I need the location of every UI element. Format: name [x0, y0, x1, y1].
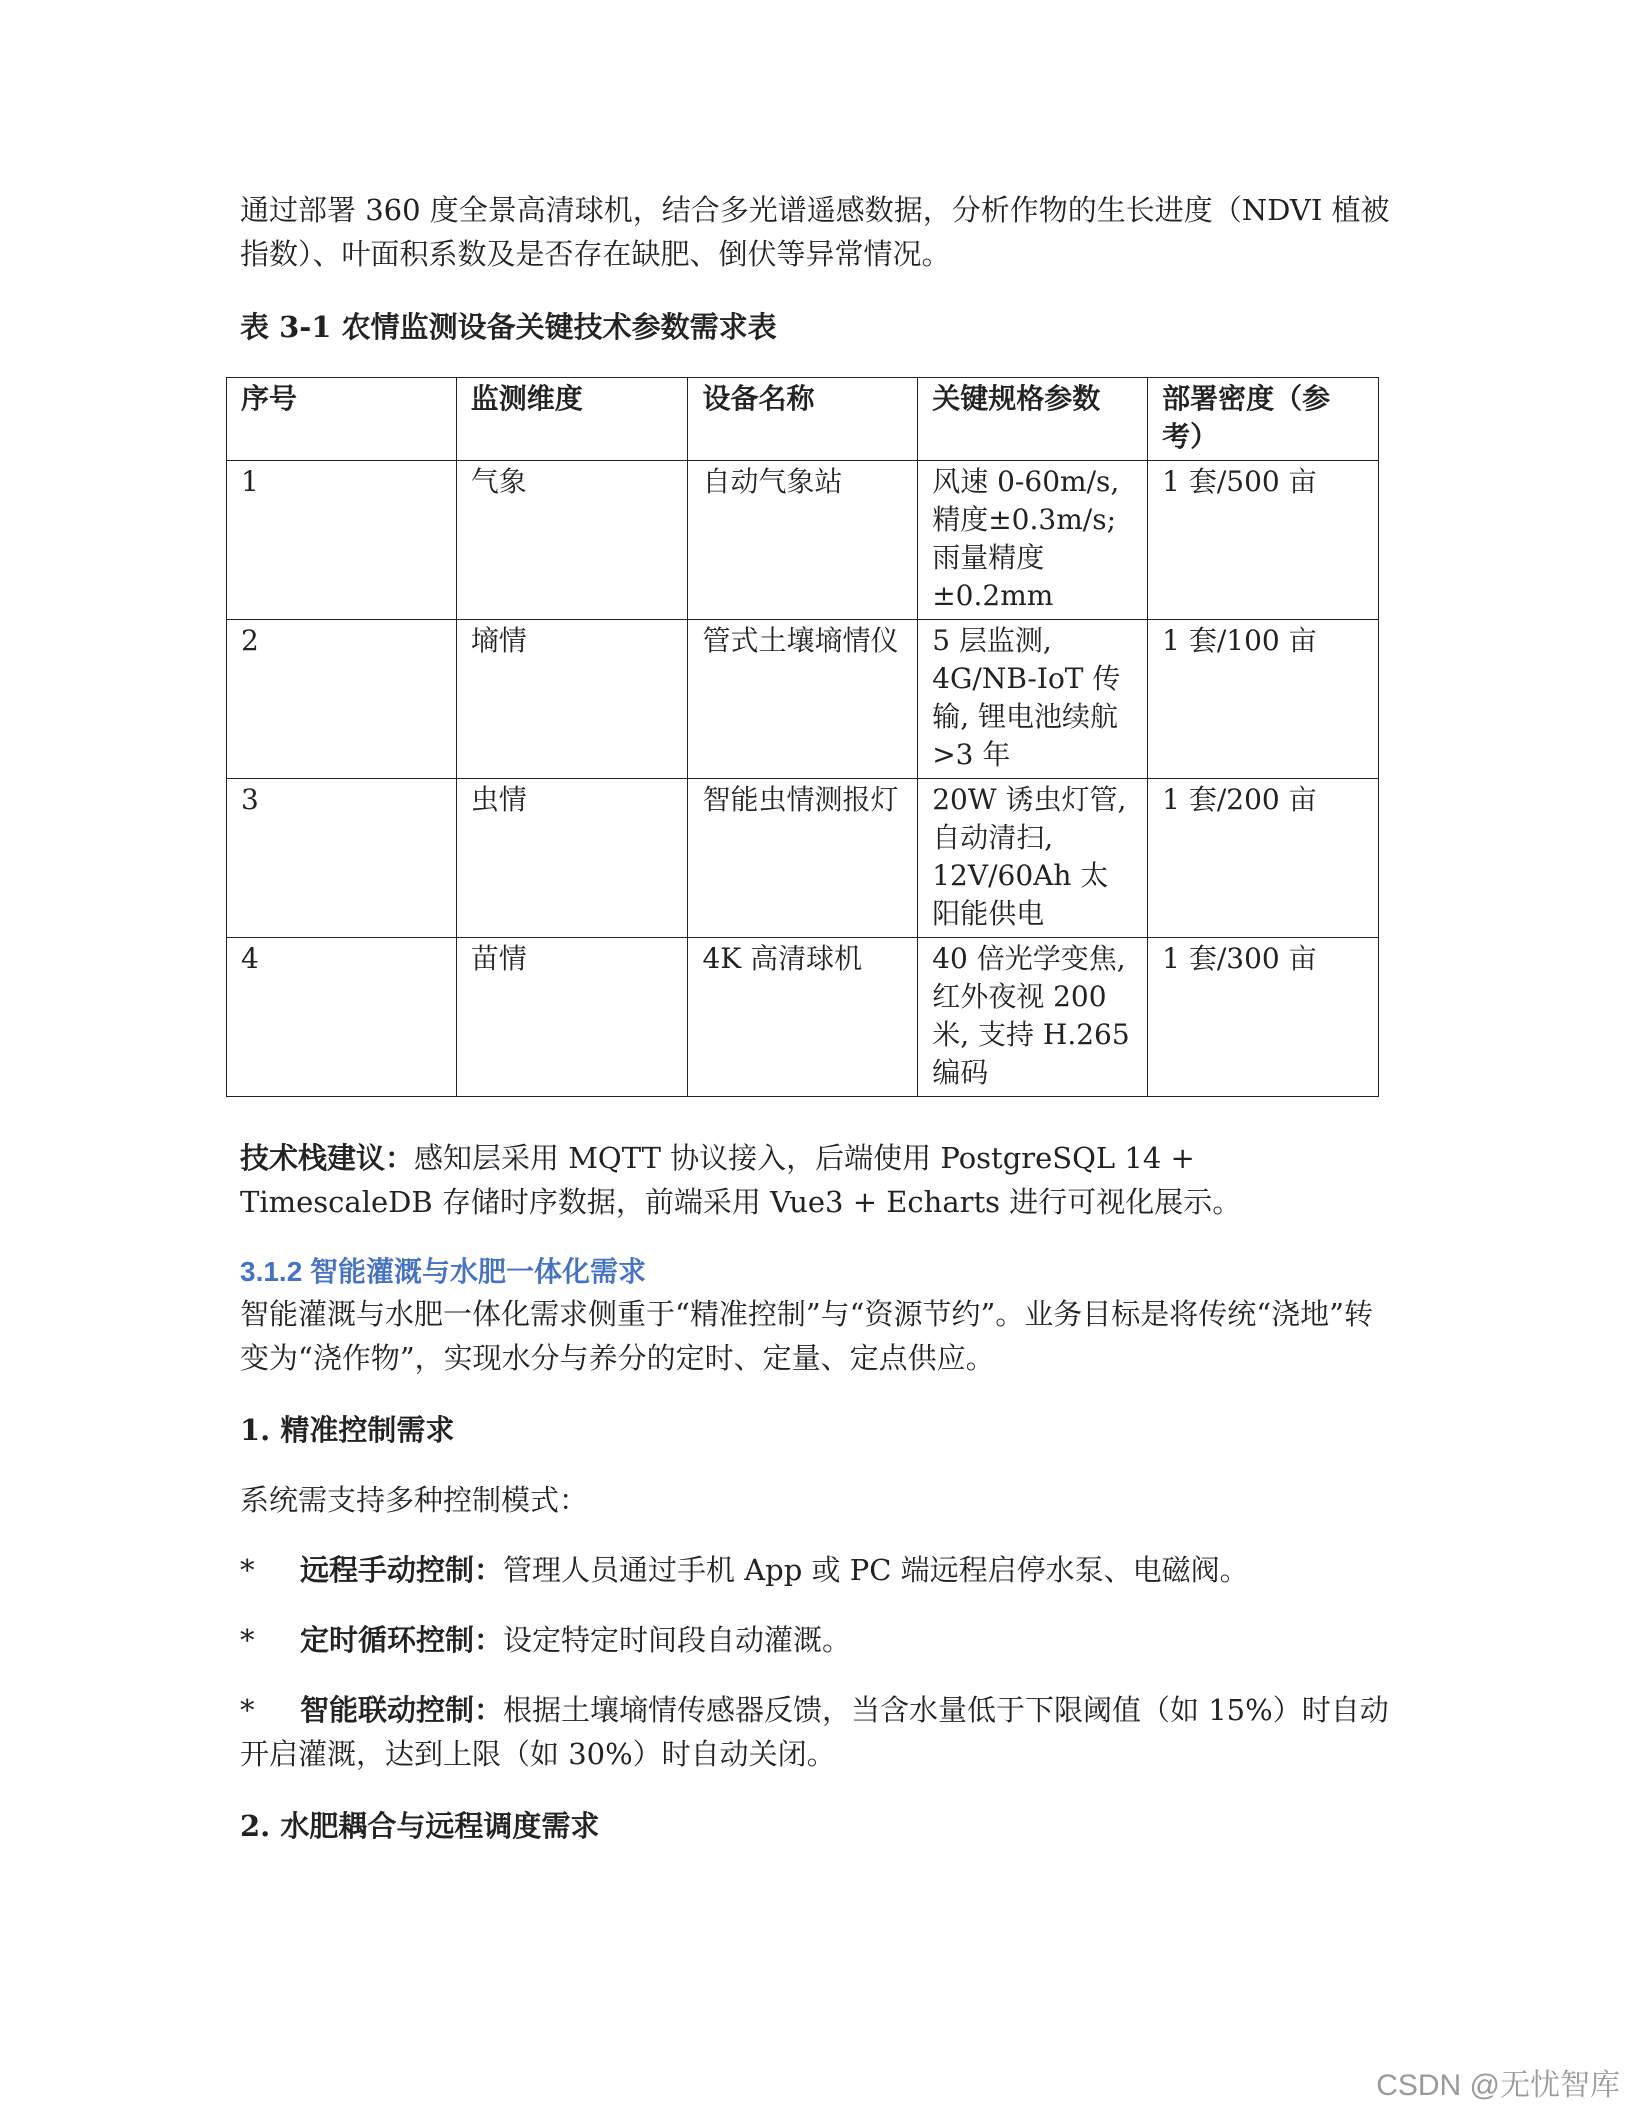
cell-spec: 20W 诱虫灯管, 自动清扫, 12V/60Ah 太阳能供电 — [918, 779, 1148, 938]
cell-density: 1 套/500 亩 — [1148, 461, 1379, 620]
bullet-mark: * — [240, 1623, 255, 1657]
spec-table — [226, 377, 1379, 1097]
bullet-label: 智能联动控制： — [300, 1693, 504, 1727]
table-row — [227, 461, 1379, 620]
cell-no: 3 — [227, 779, 457, 938]
bullet-text: 根据土壤墒情传感器反馈，当含水量低于下限阈值（如 15%）时自动开启灌溉，达到上限（如 30%）时自动关闭。 — [240, 1693, 1389, 1771]
cell-device: 智能虫情测报灯 — [688, 779, 918, 938]
cell-density: 1 套/200 亩 — [1148, 779, 1379, 938]
header-cell: 设备名称 — [688, 378, 918, 461]
table-row — [227, 779, 1379, 938]
bullet-item — [240, 1548, 1390, 1592]
table-row — [227, 620, 1379, 779]
cell-dimension: 气象 — [456, 461, 688, 620]
header-cell: 监测维度 — [456, 378, 688, 461]
bullet-text: 管理人员通过手机 App 或 PC 端远程启停水泵、电磁阀。 — [503, 1553, 1249, 1587]
cell-spec: 40 倍光学变焦, 红外夜视 200 米, 支持 H.265 编码 — [918, 938, 1148, 1097]
tech-stack-label: 技术栈建议： — [240, 1141, 415, 1175]
table-row — [227, 938, 1379, 1097]
subheading-fertigation: 2. 水肥耦合与远程调度需求 — [240, 1809, 600, 1843]
bullet-item — [240, 1688, 1390, 1776]
header-cell: 部署密度（参考） — [1148, 378, 1379, 461]
subheading-precise-control: 1. 精准控制需求 — [240, 1413, 455, 1447]
cell-spec: 5 层监测, 4G/NB-IoT 传输, 锂电池续航>3 年 — [918, 620, 1148, 779]
cell-dimension: 虫情 — [456, 779, 688, 938]
cell-dimension: 苗情 — [456, 938, 688, 1097]
table-header-row — [227, 378, 1379, 461]
bullet-mark: * — [240, 1553, 255, 1587]
header-cell: 关键规格参数 — [918, 378, 1148, 461]
section-heading: 3.1.2 智能灌溉与水肥一体化需求 — [240, 1256, 647, 1287]
table-caption: 表 3-1 农情监测设备关键技术参数需求表 — [240, 310, 777, 344]
header-cell: 序号 — [227, 378, 457, 461]
cell-dimension: 墒情 — [456, 620, 688, 779]
cell-device: 管式土壤墒情仪 — [688, 620, 918, 779]
intro-paragraph: 通过部署 360 度全景高清球机，结合多光谱遥感数据，分析作物的生长进度（NDVI 植被指数）、叶面积系数及是否存在缺肥、倒伏等异常情况。 — [240, 193, 1390, 271]
cell-device: 自动气象站 — [688, 461, 918, 620]
tech-stack-paragraph — [240, 1136, 1390, 1224]
bullet-text: 设定特定时间段自动灌溉。 — [503, 1623, 852, 1657]
cell-no: 1 — [227, 461, 457, 620]
bullet-mark: * — [240, 1693, 255, 1727]
tech-stack-text: 感知层采用 MQTT 协议接入，后端使用 PostgreSQL 14 + TimescaleDB 存储时序数据，前端采用 Vue3 + Echarts 进行可视化展示。 — [240, 1141, 1242, 1219]
csdn-watermark: CSDN @无忧智库 — [1376, 2069, 1620, 2102]
modes-intro: 系统需支持多种控制模式： — [240, 1483, 589, 1517]
bullet-item — [240, 1618, 1390, 1662]
section-intro-paragraph: 智能灌溉与水肥一体化需求侧重于“精准控制”与“资源节约”。业务目标是将传统“浇地”转变为“浇作物”，实现水分与养分的定时、定量、定点供应。 — [240, 1297, 1373, 1375]
bullet-label: 定时循环控制： — [300, 1623, 504, 1657]
cell-no: 4 — [227, 938, 457, 1097]
bullet-label: 远程手动控制： — [300, 1553, 504, 1587]
cell-density: 1 套/100 亩 — [1148, 620, 1379, 779]
cell-device: 4K 高清球机 — [688, 938, 918, 1097]
cell-spec: 风速 0-60m/s, 精度±0.3m/s; 雨量精度±0.2mm — [918, 461, 1148, 620]
cell-density: 1 套/300 亩 — [1148, 938, 1379, 1097]
cell-no: 2 — [227, 620, 457, 779]
